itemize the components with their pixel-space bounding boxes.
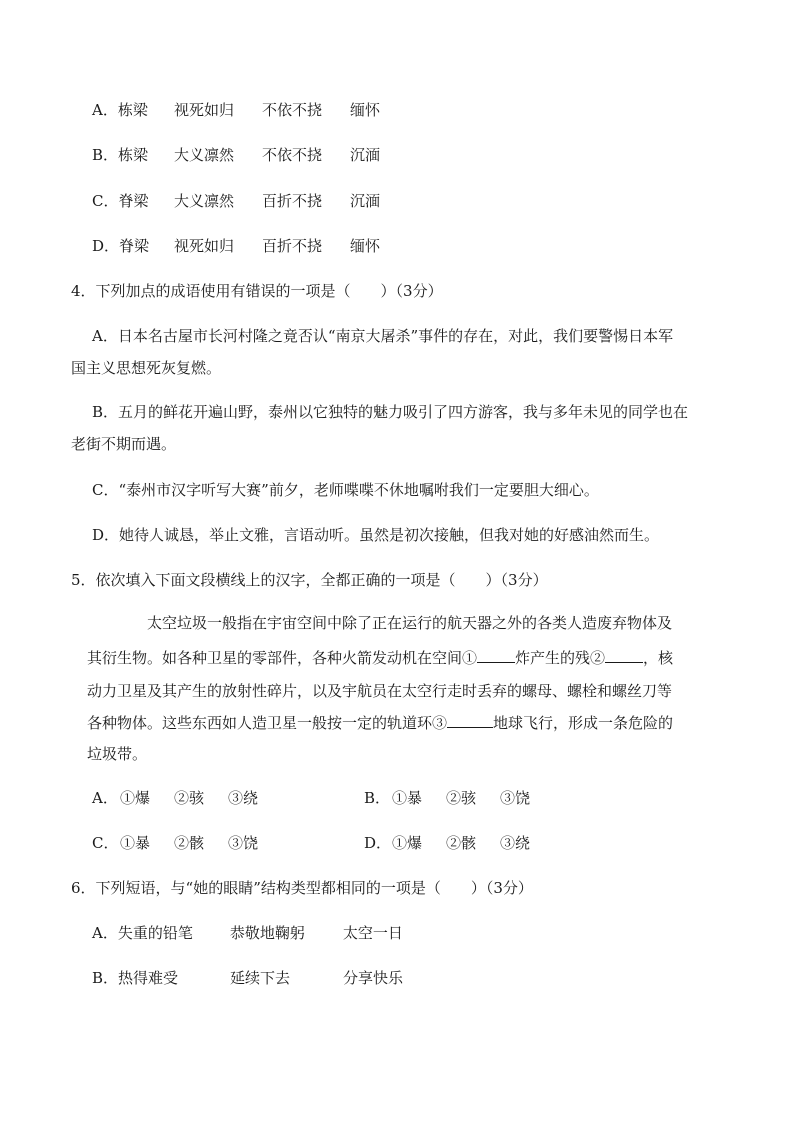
option-label: B． bbox=[92, 146, 119, 164]
fill-blank-1 bbox=[477, 648, 515, 663]
option-label: A． bbox=[92, 789, 118, 807]
option-word: 百折不挠 bbox=[262, 192, 323, 210]
q3-option-d bbox=[92, 235, 380, 257]
q6-option-b bbox=[92, 967, 403, 989]
passage-text: 地球飞行，形成一条危险的 bbox=[493, 714, 674, 732]
option-word: 脊梁 bbox=[118, 192, 149, 210]
option-phrase: 恭敬地鞠躬 bbox=[229, 924, 305, 942]
q5-passage-line2 bbox=[87, 647, 673, 669]
option-word: 大义凛然 bbox=[174, 192, 235, 210]
option-phrase: 失重的铅笔 bbox=[117, 924, 193, 942]
passage-text: 各种物体。这些东西如人造卫星一般按一定的轨道环③ bbox=[87, 714, 448, 732]
passage-text: 其衍生物。如各种卫星的零部件，各种火箭发动机在空间① bbox=[87, 649, 478, 667]
q3-option-a bbox=[92, 99, 380, 121]
option-char: ①爆 bbox=[392, 834, 423, 852]
q4-option-b-line2: 老街不期而遇。 bbox=[71, 435, 177, 453]
option-word: 沉湎 bbox=[350, 146, 381, 164]
option-phrase: 分享快乐 bbox=[343, 969, 404, 987]
passage-text: ，核 bbox=[643, 649, 674, 667]
option-char: ②骇 bbox=[446, 789, 477, 807]
option-char: ②骸 bbox=[174, 834, 205, 852]
option-word: 沉湎 bbox=[350, 192, 381, 210]
q5-option-d bbox=[364, 832, 530, 854]
q3-option-c bbox=[92, 190, 380, 212]
option-word: 不依不挠 bbox=[262, 146, 323, 164]
option-phrase: 延续下去 bbox=[230, 969, 291, 987]
option-label: D． bbox=[92, 237, 120, 255]
q5-stem: 5．依次填入下面文段横线上的汉字，全都正确的一项是（ ）（3分） bbox=[71, 571, 548, 589]
option-char: ③绕 bbox=[228, 789, 259, 807]
option-word: 百折不挠 bbox=[262, 237, 323, 255]
q5-passage-line5: 垃圾带。 bbox=[87, 745, 148, 763]
option-char: ②骸 bbox=[446, 834, 477, 852]
option-word: 缅怀 bbox=[350, 237, 381, 255]
option-phrase: 热得难受 bbox=[118, 969, 179, 987]
option-char: ①暴 bbox=[392, 789, 423, 807]
option-char: ①爆 bbox=[120, 789, 151, 807]
option-phrase: 太空一日 bbox=[342, 924, 403, 942]
option-label: A． bbox=[92, 101, 118, 119]
q5-passage-line1: 太空垃圾一般指在宇宙空间中除了正在运行的航天器之外的各类人造废弃物体及 bbox=[147, 614, 673, 632]
fill-blank-2 bbox=[605, 648, 643, 663]
option-label: B． bbox=[92, 969, 119, 987]
option-char: ②骇 bbox=[174, 789, 205, 807]
option-label: D． bbox=[364, 834, 392, 852]
option-char: ①暴 bbox=[120, 834, 151, 852]
q5-passage-line4 bbox=[87, 712, 673, 734]
option-word: 栋梁 bbox=[118, 146, 149, 164]
passage-text: 炸产生的残② bbox=[515, 649, 606, 667]
q4-stem: 4．下列加点的成语使用有错误的一项是（ ）（3分） bbox=[71, 282, 443, 300]
q6-stem: 6．下列短语，与“她的眼睛”结构类型都相同的一项是（ ）（3分） bbox=[71, 879, 533, 897]
q4-option-a-line2: 国主义思想死灰复燃。 bbox=[71, 359, 222, 377]
option-char: ③饶 bbox=[500, 789, 531, 807]
fill-blank-3 bbox=[447, 713, 493, 728]
option-label: B． bbox=[364, 789, 391, 807]
q5-option-b bbox=[364, 787, 530, 809]
option-word: 栋梁 bbox=[117, 101, 148, 119]
option-word: 大义凛然 bbox=[174, 146, 235, 164]
q4-option-c: C．“泰州市汉字听写大赛”前夕，老师喋喋不休地嘱咐我们一定要胆大细心。 bbox=[92, 481, 599, 499]
option-char: ③饶 bbox=[228, 834, 259, 852]
option-label: C． bbox=[92, 834, 119, 852]
q5-option-a bbox=[92, 787, 258, 809]
option-char: ③绕 bbox=[500, 834, 531, 852]
q3-option-b bbox=[92, 144, 380, 166]
option-word: 视死如归 bbox=[174, 237, 235, 255]
option-label: C． bbox=[92, 192, 119, 210]
q4-option-a-line1: A．日本名古屋市长河村隆之竟否认“南京大屠杀”事件的存在，对此，我们要警惕日本军 bbox=[92, 327, 674, 345]
q5-option-c bbox=[92, 832, 258, 854]
q5-passage-line3: 动力卫星及其产生的放射性碎片，以及宇航员在太空行走时丢弃的螺母、螺栓和螺丝刀等 bbox=[87, 682, 673, 700]
option-word: 脊梁 bbox=[119, 237, 150, 255]
q4-option-d: D．她待人诚恳，举止文雅，言语动听。虽然是初次接触，但我对她的好感油然而生。 bbox=[92, 526, 660, 544]
option-word: 视死如归 bbox=[174, 101, 235, 119]
q4-option-b-line1: B．五月的鲜花开遍山野，泰州以它独特的魅力吸引了四方游客，我与多年未见的同学也在 bbox=[92, 403, 689, 421]
option-label: A． bbox=[92, 924, 118, 942]
option-word: 不依不挠 bbox=[262, 101, 323, 119]
q6-option-a bbox=[92, 922, 403, 944]
option-word: 缅怀 bbox=[350, 101, 381, 119]
